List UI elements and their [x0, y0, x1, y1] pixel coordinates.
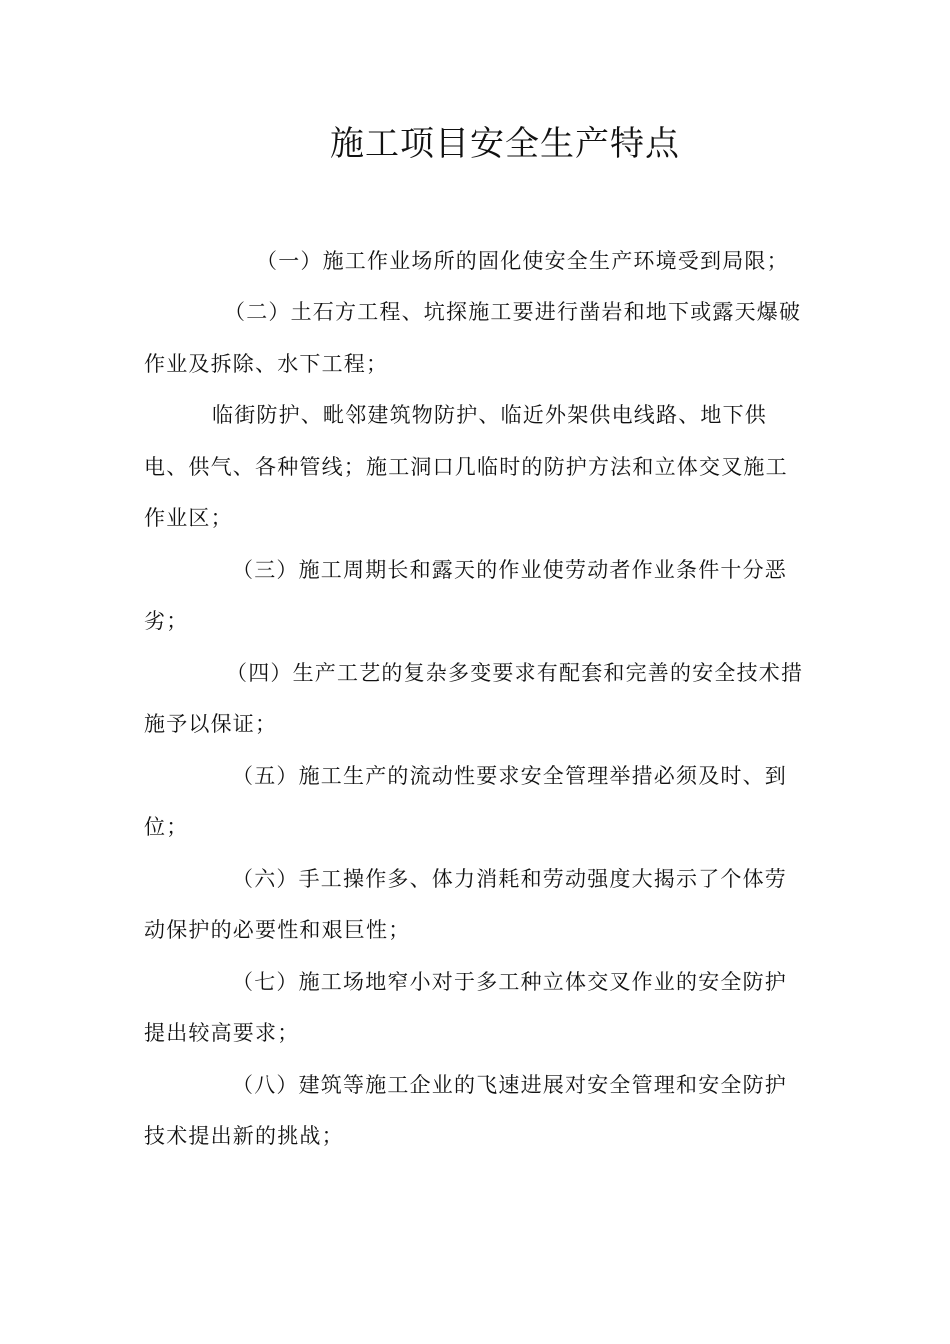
paragraph-line: 临街防护、毗邻建筑物防护、临近外架供电线路、地下供	[212, 403, 767, 427]
paragraph-line: （六）手工操作多、体力消耗和劳动强度大揭示了个体劳	[232, 867, 787, 891]
paragraph-line: 提出较高要求；	[144, 1021, 300, 1045]
paragraph-line: 技术提出新的挑战；	[144, 1124, 344, 1148]
paragraph-line: （二）土石方工程、坑探施工要进行凿岩和地下或露天爆破	[224, 300, 802, 324]
paragraph-line: （八）建筑等施工企业的飞速进展对安全管理和安全防护	[232, 1073, 787, 1097]
paragraph-line: 动保护的必要性和艰巨性；	[144, 918, 411, 942]
paragraph-line: （三）施工周期长和露天的作业使劳动者作业条件十分恶	[232, 558, 787, 582]
paragraph-line: 作业区；	[144, 506, 233, 530]
paragraph-line: 作业及拆除、水下工程；	[144, 352, 389, 376]
paragraph-line: （四）生产工艺的复杂多变要求有配套和完善的安全技术措	[226, 661, 804, 685]
paragraph-line: 电、供气、各种管线；施工洞口几临时的防护方法和立体交叉施工	[144, 455, 788, 479]
page-title: 施工项目安全生产特点	[330, 124, 680, 164]
paragraph-line: 劣；	[144, 609, 189, 633]
paragraph-line: 施予以保证；	[144, 712, 278, 736]
paragraph-line: （七）施工场地窄小对于多工种立体交叉作业的安全防护	[232, 970, 787, 994]
paragraph-line: （一）施工作业场所的固化使安全生产环境受到局限；	[256, 249, 789, 273]
paragraph-line: （五）施工生产的流动性要求安全管理举措必须及时、到	[232, 764, 787, 788]
paragraph-line: 位；	[144, 815, 189, 839]
